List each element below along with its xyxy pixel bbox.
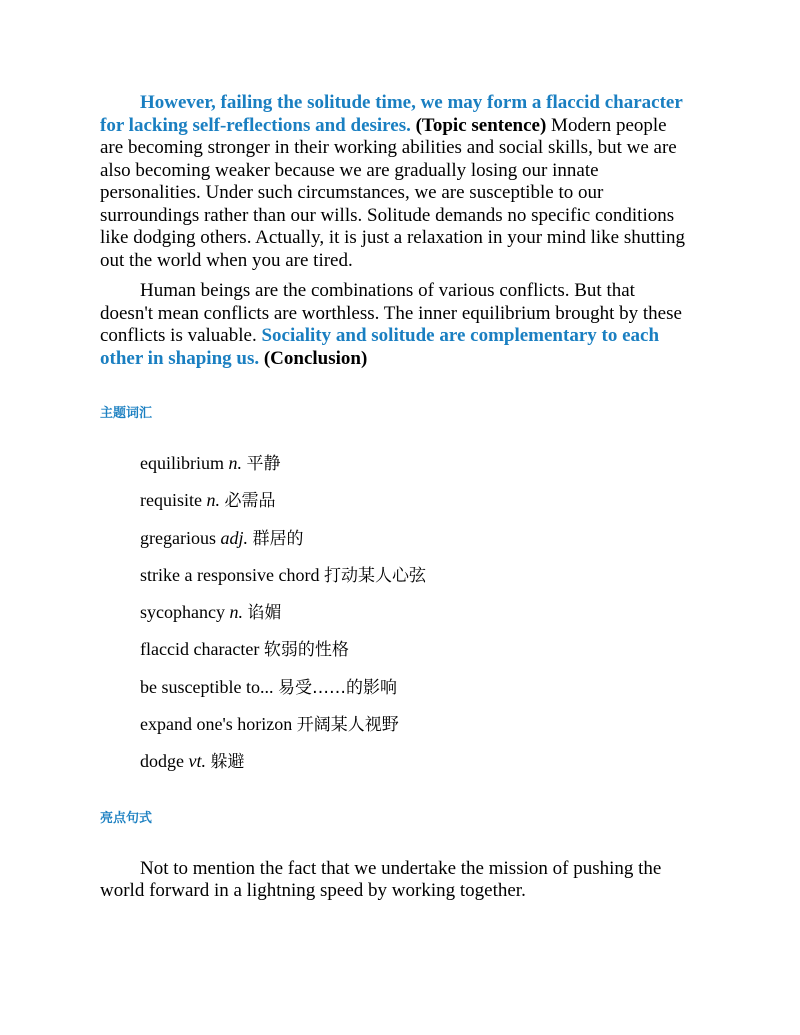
vocab-meaning: 谄媚 xyxy=(247,603,282,624)
vocab-word: gregarious xyxy=(140,527,216,548)
vocab-item xyxy=(100,445,692,482)
vocab-word: equilibrium xyxy=(140,453,224,473)
paragraph-topic-body: Modern people are becoming stronger in their working abilities and social skills, but we are also becoming weaker because we are gradually losing our innate personalities. Under such circumstances, we are susceptible to our surroundings rather than our wills. Solitude demands no specific conditions like dodging others. Actually, it is just a relaxation in your mind like shutting out the world when you are tired. xyxy=(100,114,686,271)
vocab-word: strike a responsive chord xyxy=(140,564,320,585)
vocab-item xyxy=(100,669,692,706)
paragraph-conclusion-body: Human beings are the combinations of various conflicts. But that doesn't mean conflicts are worthless. The inner equilibrium brought by these conflicts is valuable. xyxy=(100,280,682,346)
vocab-pos: n. xyxy=(206,490,220,511)
paragraph-topic xyxy=(100,92,692,272)
vocab-item xyxy=(100,482,692,519)
vocab-heading: 主题词汇 xyxy=(100,406,153,421)
vocab-meaning: 群居的 xyxy=(252,528,304,549)
vocab-meaning: 软弱的性格 xyxy=(263,640,349,661)
vocab-word: be susceptible to... xyxy=(140,676,274,697)
vocab-item xyxy=(100,631,692,668)
vocab-list xyxy=(100,445,692,781)
paragraph-conclusion xyxy=(100,280,692,370)
vocab-item xyxy=(100,557,692,594)
vocab-pos: n. xyxy=(228,453,242,473)
highlight-sentence: Not to mention the fact that we undertake the mission of pushing the world forward in a lightning speed by working together. xyxy=(100,857,662,902)
vocab-meaning: 躲避 xyxy=(210,752,245,773)
vocab-word: sycophancy xyxy=(140,602,225,623)
topic-sentence-label: (Topic sentence) xyxy=(415,114,547,136)
vocab-meaning: 开阔某人视野 xyxy=(296,715,399,736)
vocab-item xyxy=(100,520,692,557)
vocab-item xyxy=(100,743,692,780)
vocab-pos: n. xyxy=(229,602,243,623)
vocab-word: expand one's horizon xyxy=(140,714,293,735)
document-page xyxy=(100,92,692,903)
vocab-meaning: 易受……的影响 xyxy=(277,677,397,698)
vocab-word: dodge xyxy=(140,751,184,772)
topic-sentence: However, failing the solitude time, we may form a flaccid character for lacking self-reflections and desires. xyxy=(100,92,683,136)
vocab-item xyxy=(100,706,692,743)
conclusion-sentence: Sociality and solitude are complementary to each other in shaping us. xyxy=(100,325,660,369)
vocab-pos: adj. xyxy=(220,527,248,548)
vocab-meaning: 必需品 xyxy=(224,491,276,512)
vocab-word: requisite xyxy=(140,490,202,511)
vocab-pos: vt. xyxy=(188,751,206,772)
vocab-word: flaccid character xyxy=(140,639,260,660)
sentence-heading: 亮点句式 xyxy=(100,810,153,826)
vocab-meaning: 打动某人心弦 xyxy=(323,565,426,586)
vocab-meaning: 平静 xyxy=(246,454,281,474)
vocab-item xyxy=(100,594,692,631)
conclusion-label: (Conclusion) xyxy=(263,347,368,369)
